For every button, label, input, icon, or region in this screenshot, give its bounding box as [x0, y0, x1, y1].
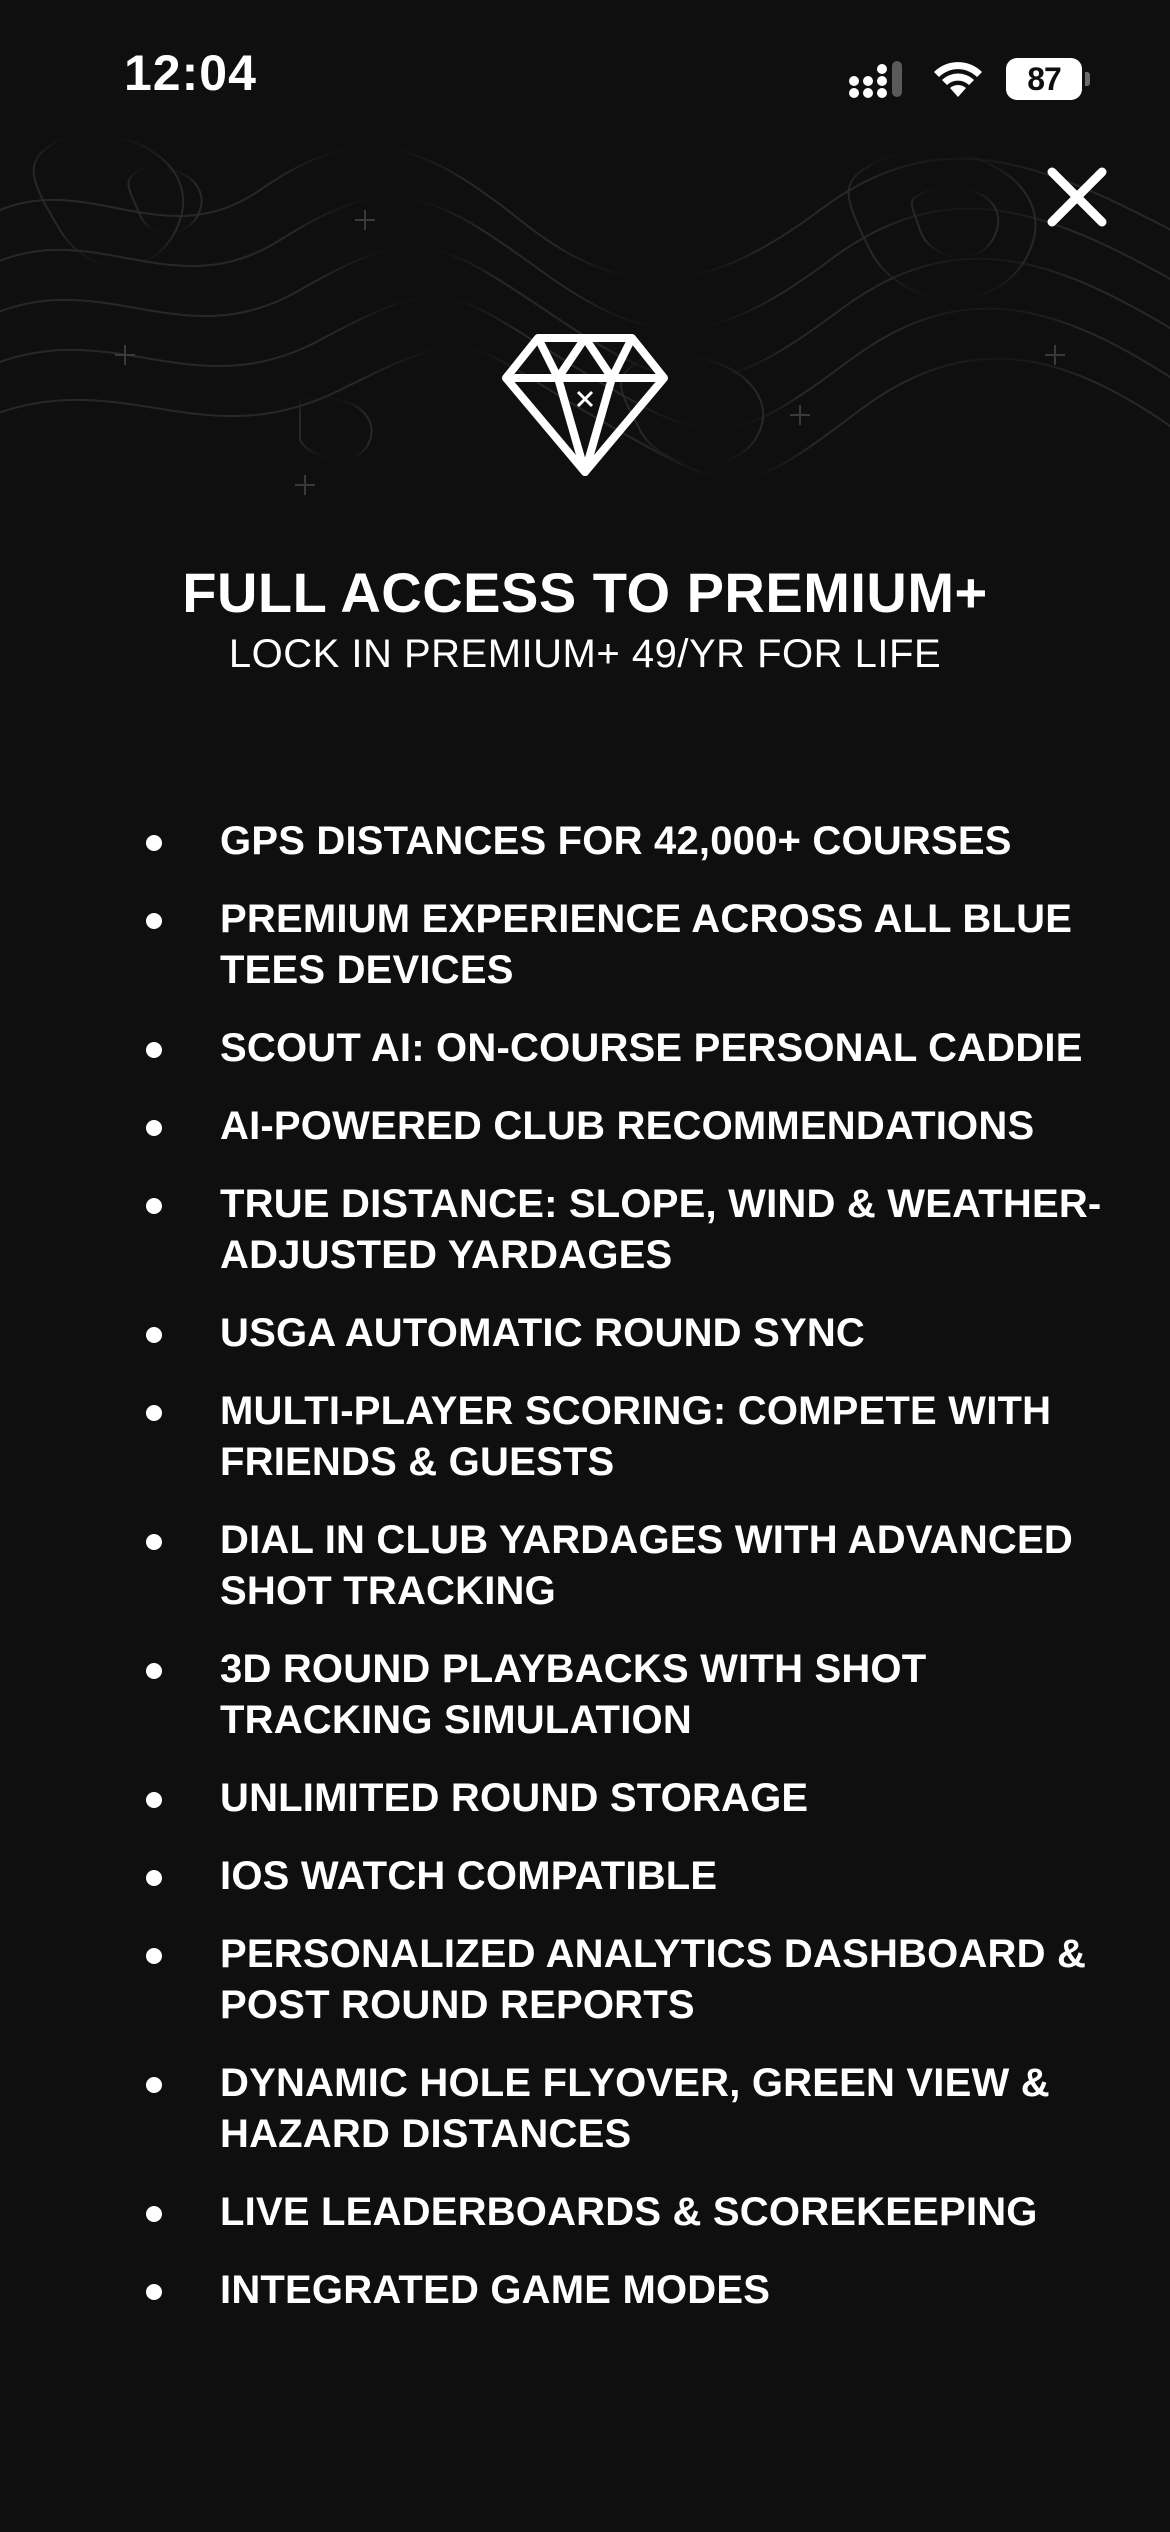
bullet-icon: [146, 1870, 162, 1886]
feature-item: [0, 1773, 1170, 1824]
feature-label: USGA AUTOMATIC ROUND SYNC: [220, 1311, 865, 1355]
feature-label: 3D ROUND PLAYBACKS WITH SHOT TRACKING SIMULATION: [220, 1647, 927, 1742]
feature-label: IOS WATCH COMPATIBLE: [220, 1854, 718, 1898]
feature-label: SCOUT AI: ON-COURSE PERSONAL CADDIE: [220, 1026, 1083, 1070]
feature-item: [0, 894, 1170, 996]
feature-label: TRUE DISTANCE: SLOPE, WIND & WEATHER-ADJUSTED YARDAGES: [220, 1182, 1102, 1277]
feature-item: [0, 1308, 1170, 1359]
feature-label: GPS DISTANCES FOR 42,000+ COURSES: [220, 819, 1012, 863]
bullet-icon: [146, 2206, 162, 2222]
feature-list: [0, 816, 1170, 2343]
page-subtitle: LOCK IN PREMIUM+ 49/YR FOR LIFE: [228, 632, 942, 676]
feature-item: [0, 1023, 1170, 1074]
wifi-icon: [932, 59, 984, 99]
status-bar: [0, 0, 1170, 150]
feature-item: [0, 816, 1170, 867]
feature-item: [0, 1929, 1170, 2031]
bullet-icon: [146, 1792, 162, 1808]
status-icons: [848, 54, 1090, 104]
page-title: FULL ACCESS TO PREMIUM+: [182, 561, 988, 624]
bullet-icon: [146, 1534, 162, 1550]
cellular-signal-icon: [848, 59, 910, 99]
bullet-icon: [146, 2077, 162, 2093]
feature-item: [0, 1851, 1170, 1902]
feature-label: DIAL IN CLUB YARDAGES WITH ADVANCED SHOT TRACKING: [220, 1518, 1073, 1613]
feature-label: PREMIUM EXPERIENCE ACROSS ALL BLUE TEES DEVICES: [220, 897, 1073, 992]
close-icon[interactable]: [1040, 160, 1114, 234]
feature-label: LIVE LEADERBOARDS & SCOREKEEPING: [220, 2190, 1038, 2234]
feature-label: DYNAMIC HOLE FLYOVER, GREEN VIEW & HAZARD DISTANCES: [220, 2061, 1050, 2156]
bullet-icon: [146, 1198, 162, 1214]
diamond-icon: [500, 330, 670, 480]
feature-item: [0, 1644, 1170, 1746]
battery-cap: [1085, 72, 1090, 86]
feature-item: [0, 1386, 1170, 1488]
status-time: 12:04: [124, 45, 257, 101]
battery-level: 87: [1006, 58, 1082, 100]
feature-item: [0, 2187, 1170, 2238]
feature-item: [0, 1515, 1170, 1617]
feature-label: AI-POWERED CLUB RECOMMENDATIONS: [220, 1104, 1035, 1148]
feature-item: [0, 1101, 1170, 1152]
feature-item: [0, 2058, 1170, 2160]
bullet-icon: [146, 1663, 162, 1679]
feature-label: UNLIMITED ROUND STORAGE: [220, 1776, 809, 1820]
bullet-icon: [146, 1948, 162, 1964]
feature-item: [0, 1179, 1170, 1281]
bullet-icon: [146, 1042, 162, 1058]
bullet-icon: [146, 835, 162, 851]
bullet-icon: [146, 2284, 162, 2300]
battery-icon: [1006, 58, 1090, 100]
bullet-icon: [146, 1327, 162, 1343]
bullet-icon: [146, 1405, 162, 1421]
feature-label: INTEGRATED GAME MODES: [220, 2268, 771, 2312]
feature-label: PERSONALIZED ANALYTICS DASHBOARD & POST ROUND REPORTS: [220, 1932, 1087, 2027]
feature-item: [0, 2265, 1170, 2316]
bullet-icon: [146, 1120, 162, 1136]
feature-label: MULTI-PLAYER SCORING: COMPETE WITH FRIENDS & GUESTS: [220, 1389, 1052, 1484]
bullet-icon: [146, 913, 162, 929]
